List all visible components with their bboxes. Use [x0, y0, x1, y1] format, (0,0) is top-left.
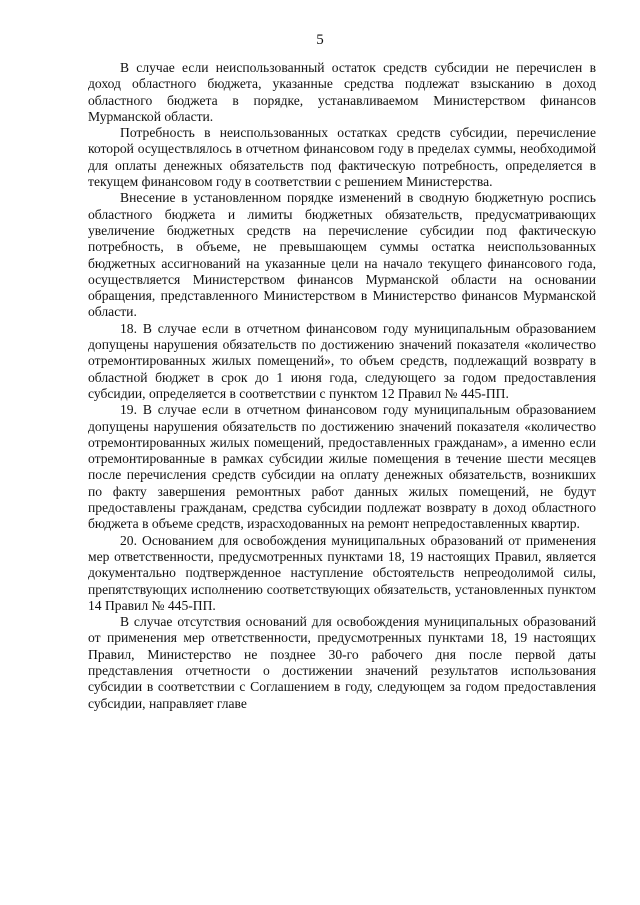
- page-number: 5: [316, 32, 324, 48]
- paragraph-item-20: 20. Основанием для освобождения муниципальных образований от применения мер ответственности, предусмотренных пунктами 18, 19 настоящих Правил, является документально подтвержденное наступление обстоятельств непреодолимой силы, препятствующих исполнению соответствующих обязательств, установленных пунктом 14 Правил № 445-ПП.: [88, 532, 596, 613]
- paragraph-absence-of-grounds: В случае отсутствия оснований для освобождения муниципальных образований от применения мер ответственности, предусмотренных пунктами 18, 19 настоящих Правил, Министерство не позднее 30-го рабочего дня после первой даты представления отчетности о достижении значений результатов использования субсидии в соответствии с Соглашением в году, следующем за годом предоставления субсидии, направляет главе: [88, 614, 596, 711]
- paragraph-item-18: 18. В случае если в отчетном финансовом году муниципальным образованием допущены нарушения обязательств по достижению значений показателя «количество отремонтированных жилых помещений», то объем средств, подлежащий возврату в областной бюджет в срок до 1 июня года, следующего за годом предоставления субсидии, определяется в соответствии с пунктом 12 Правил № 445-ПП.: [88, 320, 596, 401]
- paragraph-unused-balance-recovery: В случае если неиспользованный остаток средств субсидии не перечислен в доход областного бюджета, указанные средства подлежат взысканию в доход областного бюджета в порядке, устанавливаемом Министерством финансов Мурманской области.: [88, 60, 596, 124]
- paragraph-budget-changes: Внесение в установленном порядке изменений в сводную бюджетную роспись областного бюджета и лимиты бюджетных обязательств, предусматривающих увеличение бюджетных средств на перечисление субсидии под фактическую потребность, в объеме, не превышающем суммы остатка неиспользованных бюджетных ассигнований на указанные цели на начало текущего финансового года, осуществляется Министерством финансов Мурманской области на основании обращения, представленного Министерством в Министерство финансов Мурманской области.: [88, 190, 596, 320]
- paragraph-item-19: 19. В случае если в отчетном финансовом году муниципальным образованием допущены нарушения обязательств по достижению значений показателя «количество отремонтированных жилых помещений, предоставленных гражданам», а именно если отремонтированные в рамках субсидии жилые помещения в течение шести месяцев после перечисления средств субсидии на оплату денежных обязательств, возникших по факту завершения ремонтных работ данных жилых помещений, не будут предоставлены гражданам, средства субсидии подлежат возврату в доход областного бюджета в объеме средств, израсходованных на ремонт непредоставленных квартир.: [88, 402, 596, 532]
- paragraph-need-for-unused-balance: Потребность в неиспользованных остатках средств субсидии, перечисление которой осуществлялось в отчетном финансовом году в пределах суммы, необходимой для оплаты денежных обязательств под фактическую потребность, определяется в текущем финансовом году в соответствии с решением Министерства.: [88, 125, 596, 190]
- document-body: [88, 60, 596, 712]
